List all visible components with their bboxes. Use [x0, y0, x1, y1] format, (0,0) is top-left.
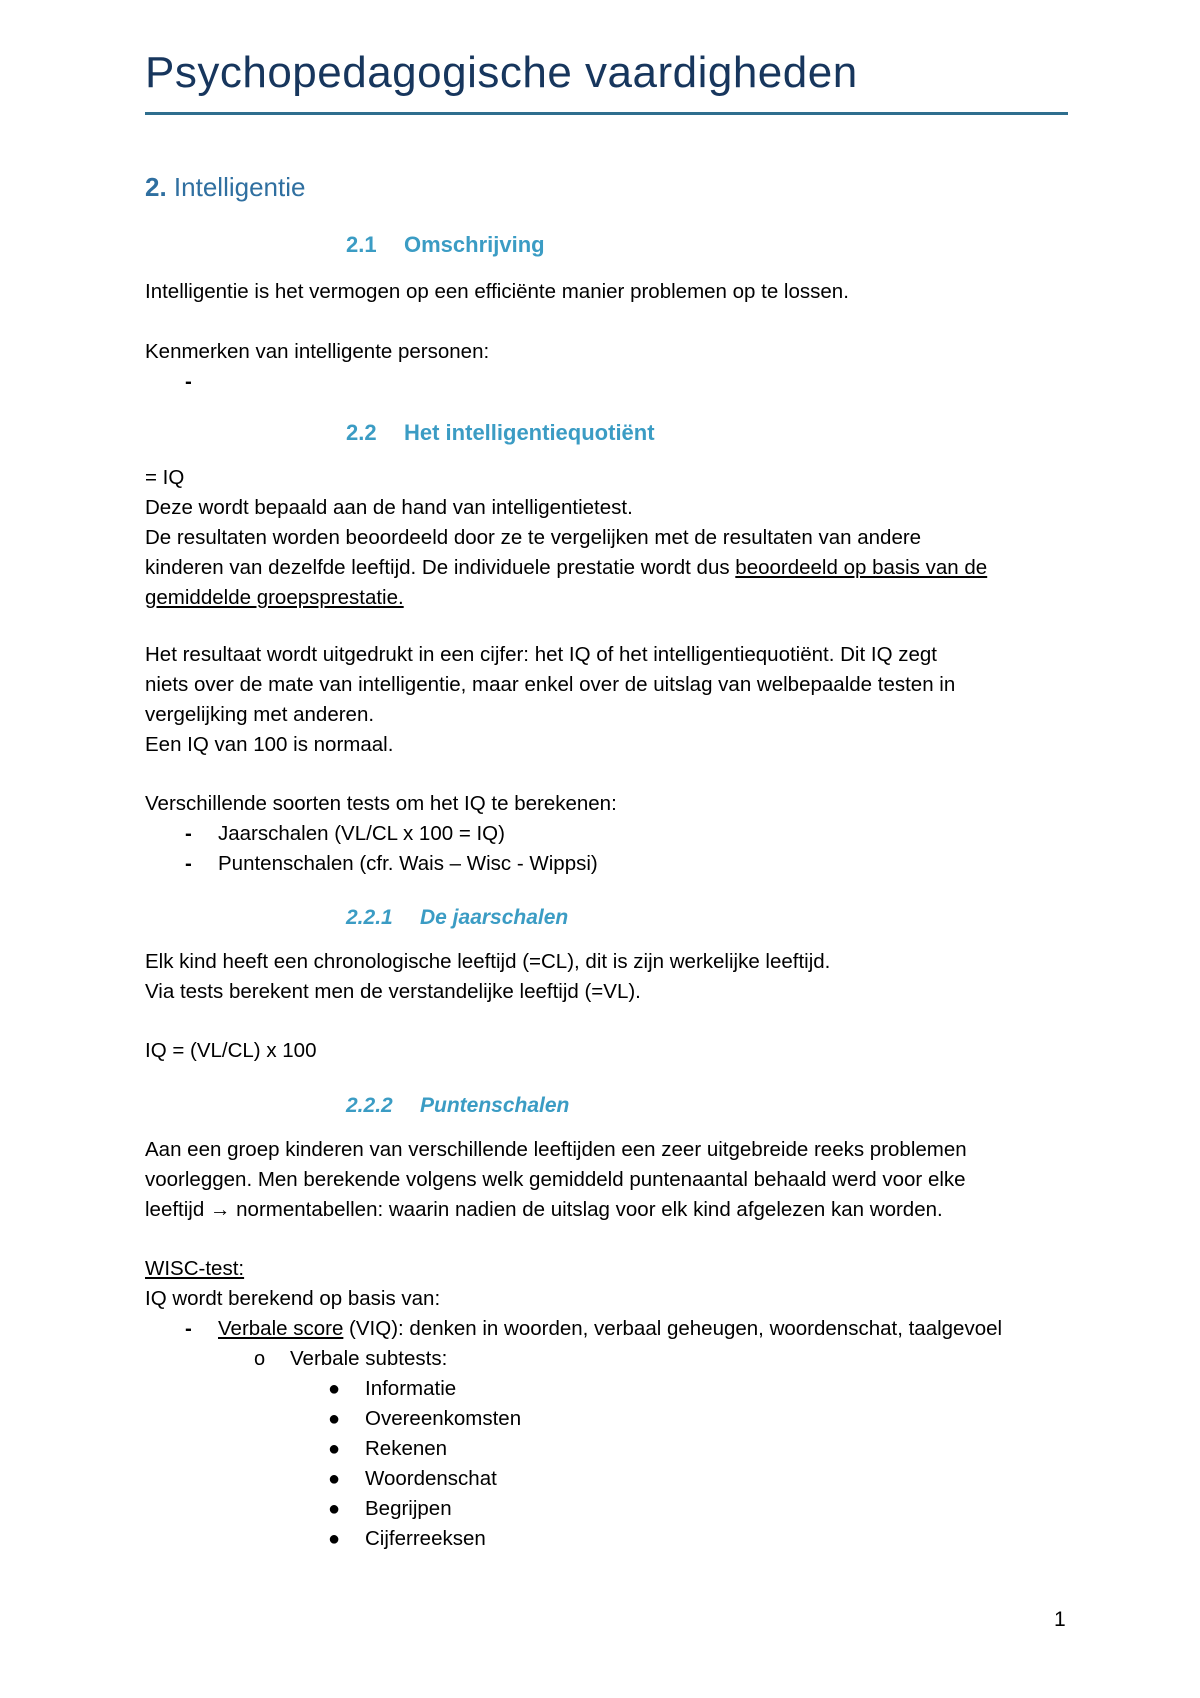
subtest-item: Informatie [365, 1377, 457, 1400]
result-paragraph-line: vergelijking met anderen. [145, 703, 375, 726]
dot-bullet-icon: ● [328, 1378, 341, 1400]
plain-text: kinderen van dezelfde leeftijd. De individuele prestatie wordt dus [145, 556, 736, 579]
section-title: Intelligentie [173, 172, 306, 202]
heading-jaarschalen [346, 906, 568, 930]
dot-bullet-icon: ● [328, 1498, 341, 1520]
result-paragraph-line: Een IQ van 100 is normaal. [145, 733, 394, 756]
subtests-label: Verbale subtests: [290, 1347, 448, 1370]
jaarschalen-line: Elk kind heeft een chronologische leeftijd (=CL), dit is zijn werkelijke leeftijd. [145, 950, 831, 973]
dot-bullet-icon: ● [328, 1438, 341, 1460]
iq-formula: IQ = (VL/CL) x 100 [145, 1039, 317, 1062]
subtest-item: Cijferreeksen [365, 1527, 486, 1550]
subtest-item: Woordenschat [365, 1467, 497, 1490]
iq-paragraph-line [145, 553, 987, 583]
heading-intelligentiequotient [346, 420, 655, 446]
title-underline-rule [145, 112, 1068, 115]
page-number: 1 [1054, 1608, 1066, 1631]
bullet-dash: - [185, 1317, 192, 1340]
bullet-dash: - [185, 852, 192, 875]
plain-text: (VIQ): denken in woorden, verbaal geheugen, woordenschat, taalgevoel [343, 1317, 1003, 1340]
result-paragraph-line: Het resultaat wordt uitgedrukt in een cijfer: het IQ of het intelligentiequotiënt. Dit IQ zegt [145, 643, 937, 666]
puntenschalen-line: voorleggen. Men berekende volgens welk gemiddeld puntenaantal behaald werd voor elke [145, 1168, 966, 1191]
heading-number: 2.2.2 [346, 1094, 393, 1117]
puntenschalen-line: Aan een groep kinderen van verschillende leeftijden een zeer uitgebreide reeks problemen [145, 1138, 967, 1161]
list-item: Puntenschalen (cfr. Wais – Wisc - Wippsi) [218, 852, 598, 875]
subtest-item: Rekenen [365, 1437, 448, 1460]
document-title: Psychopedagogische vaardigheden [145, 48, 858, 97]
underlined-text: gemiddelde groepsprestatie. [145, 586, 404, 609]
circle-bullet-icon: o [254, 1348, 266, 1370]
underlined-text: Verbale score [218, 1317, 344, 1340]
section-number: 2. [145, 172, 167, 202]
underlined-text: beoordeeld op basis van de [735, 556, 988, 579]
heading-title: De jaarschalen [420, 906, 569, 929]
dot-bullet-icon: ● [328, 1528, 341, 1550]
heading-title: Het intelligentiequotiënt [404, 420, 655, 445]
tests-label: Verschillende soorten tests om het IQ te berekenen: [145, 792, 617, 815]
result-paragraph-line: niets over de mate van intelligentie, maar enkel over de uitslag van welbepaalde testen in [145, 673, 956, 696]
wisc-intro: IQ wordt berekend op basis van: [145, 1287, 441, 1310]
section-heading-intelligentie [145, 172, 305, 203]
definition-text: Intelligentie is het vermogen op een efficiënte manier problemen op te lossen. [145, 280, 849, 303]
empty-bullet-dash: - [185, 370, 192, 393]
heading-title: Omschrijving [404, 232, 545, 257]
dot-bullet-icon: ● [328, 1468, 341, 1490]
subtest-item: Begrijpen [365, 1497, 452, 1520]
list-item: Jaarschalen (VL/CL x 100 = IQ) [218, 822, 505, 845]
iq-paragraph-line: De resultaten worden beoordeeld door ze te vergelijken met de resultaten van andere [145, 526, 922, 549]
heading-title: Puntenschalen [420, 1094, 570, 1117]
heading-omschrijving [346, 232, 545, 258]
subtest-item: Overeenkomsten [365, 1407, 522, 1430]
bullet-dash: - [185, 822, 192, 845]
heading-number: 2.1 [346, 232, 377, 257]
heading-number: 2.2.1 [346, 906, 393, 929]
puntenschalen-line: leeftijd → normentabellen: waarin nadien de uitslag voor elk kind afgelezen kan worden. [145, 1198, 943, 1221]
heading-number: 2.2 [346, 420, 377, 445]
verbal-score-item [218, 1314, 1002, 1344]
iq-paragraph-line: Deze wordt bepaald aan de hand van intelligentietest. [145, 496, 633, 519]
iq-equals-line: = IQ [145, 466, 185, 489]
heading-puntenschalen [346, 1094, 569, 1118]
dot-bullet-icon: ● [328, 1408, 341, 1430]
jaarschalen-line: Via tests berekent men de verstandelijke leeftijd (=VL). [145, 980, 641, 1003]
wisc-label: WISC-test: [145, 1257, 245, 1280]
kenmerken-label: Kenmerken van intelligente personen: [145, 340, 490, 363]
